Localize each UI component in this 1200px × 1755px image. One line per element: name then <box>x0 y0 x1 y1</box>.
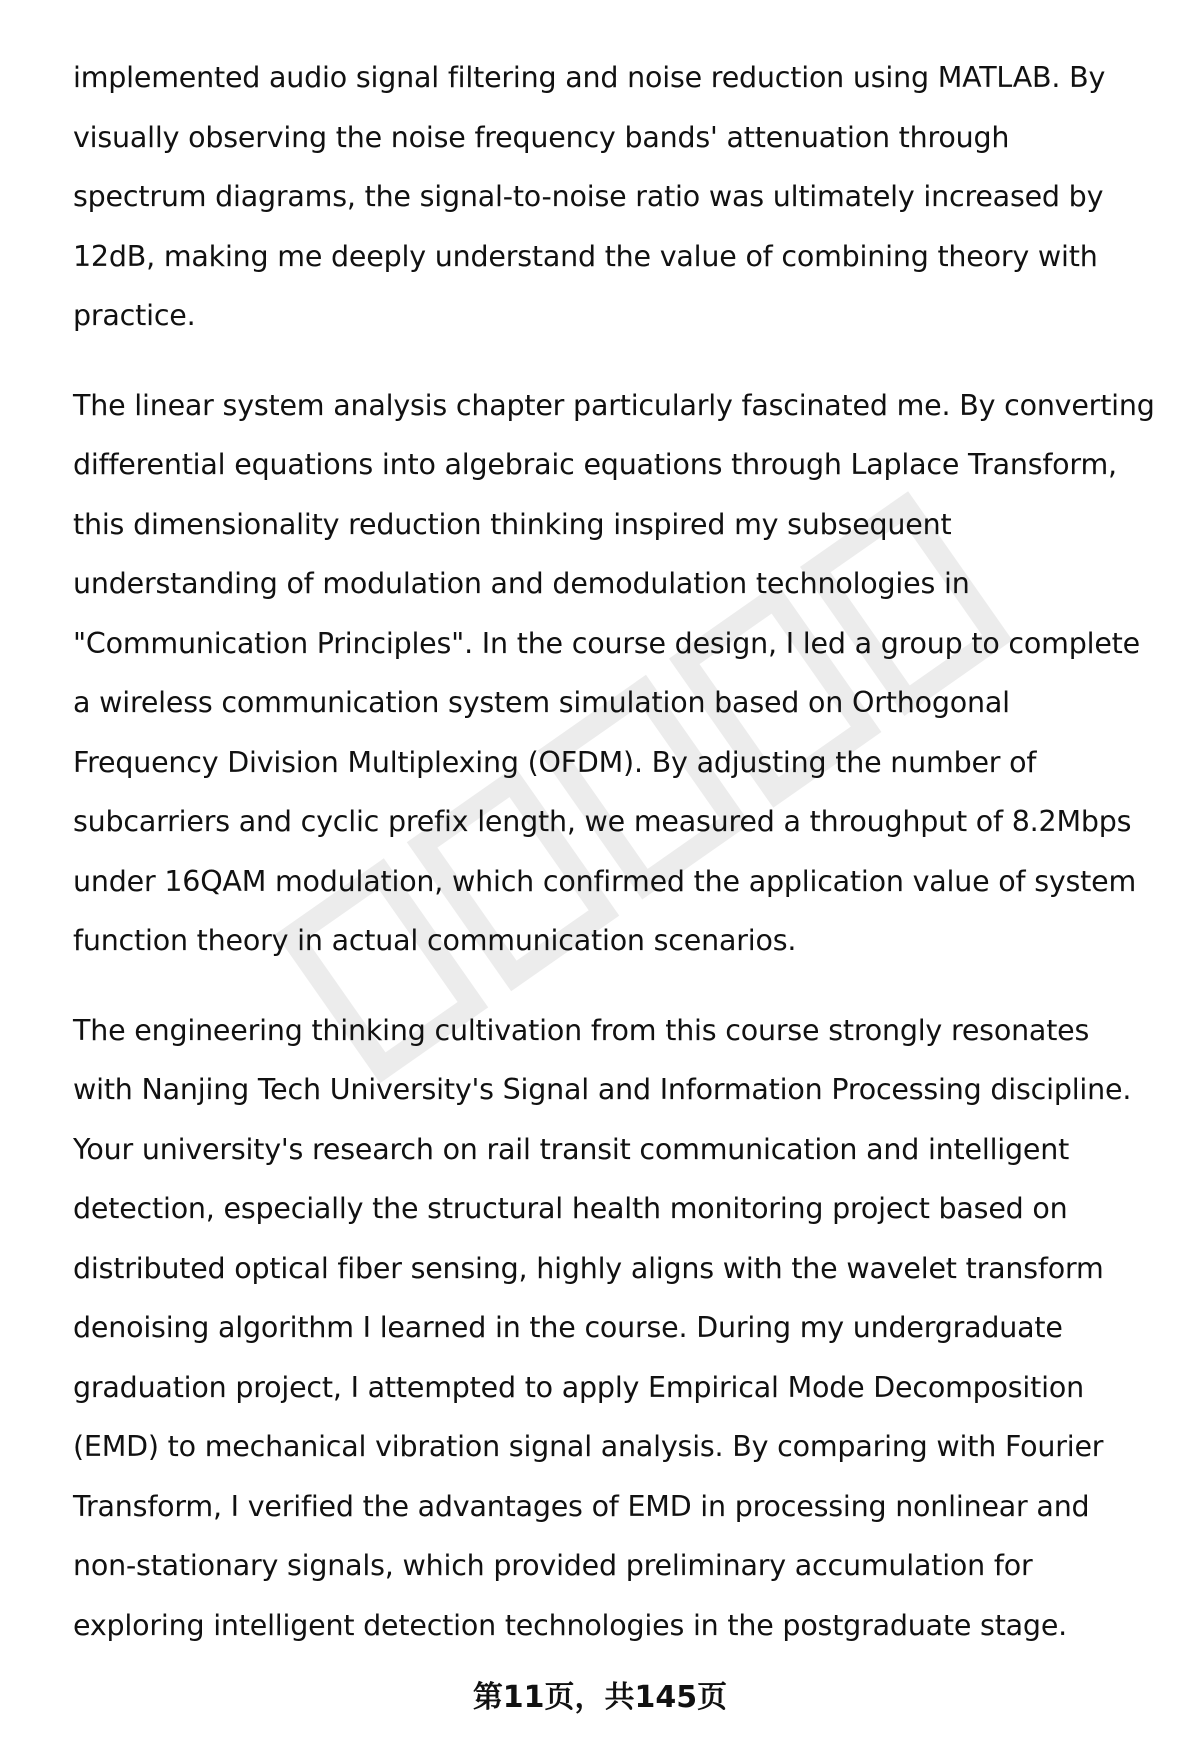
paragraph-3 <box>73 1001 1183 1656</box>
text-line: a wireless communication system simulation based on Orthogonal <box>73 686 1010 719</box>
text-line: (EMD) to mechanical vibration signal analysis. By comparing with Fourier <box>73 1430 1104 1463</box>
text-line: denoising algorithm I learned in the course. During my undergraduate <box>73 1311 1063 1344</box>
text-line: Transform, I verified the advantages of EMD in processing nonlinear and <box>73 1489 1090 1523</box>
text-line: implemented audio signal filtering and noise reduction using MATLAB. By <box>73 61 1106 94</box>
text-line: subcarriers and cyclic prefix length, we measured a throughput of 8.2Mbps <box>73 805 1132 838</box>
text-line: under 16QAM modulation, which confirmed the application value of system <box>73 864 1137 898</box>
text-line: spectrum diagrams, the signal-to-noise ratio was ultimately increased by <box>73 180 1104 213</box>
text-line: distributed optical fiber sensing, highly aligns with the wavelet transform <box>73 1251 1104 1285</box>
text-line: graduation project, I attempted to apply Empirical Mode Decomposition <box>73 1370 1084 1404</box>
text-line: 12dB, making me deeply understand the value of combining theory with <box>73 239 1098 273</box>
page-number: 第11页，共145页 <box>472 1680 728 1715</box>
text-line: "Communication Principles". In the course design, I led a group to complete <box>73 626 1140 660</box>
text-line: Frequency Division Multiplexing (OFDM). By adjusting the number of <box>73 745 1037 779</box>
text-line: visually observing the noise frequency bands' attenuation through <box>73 120 1010 154</box>
document-body <box>73 48 1183 1685</box>
paragraph-2 <box>73 376 1183 971</box>
text-line: non-stationary signals, which provided preliminary accumulation for <box>73 1549 1033 1582</box>
text-line: The linear system analysis chapter particularly fascinated me. By converting <box>73 388 1155 422</box>
text-line: Your university's research on rail transit communication and intelligent <box>73 1132 1070 1166</box>
text-line: The engineering thinking cultivation from this course strongly resonates <box>73 1013 1090 1047</box>
text-line: exploring intelligent detection technologies in the postgraduate stage. <box>73 1608 1068 1642</box>
text-line: this dimensionality reduction thinking inspired my subsequent <box>73 507 952 541</box>
text-line: detection, especially the structural health monitoring project based on <box>73 1192 1068 1225</box>
text-line: with Nanjing Tech University's Signal and Information Processing discipline. <box>73 1073 1132 1106</box>
text-line: practice. <box>73 299 196 332</box>
text-line: function theory in actual communication scenarios. <box>73 924 797 957</box>
text-line: understanding of modulation and demodulation technologies in <box>73 567 970 600</box>
text-line: differential equations into algebraic equations through Laplace Transform, <box>73 448 1117 481</box>
paragraph-1 <box>73 48 1183 346</box>
